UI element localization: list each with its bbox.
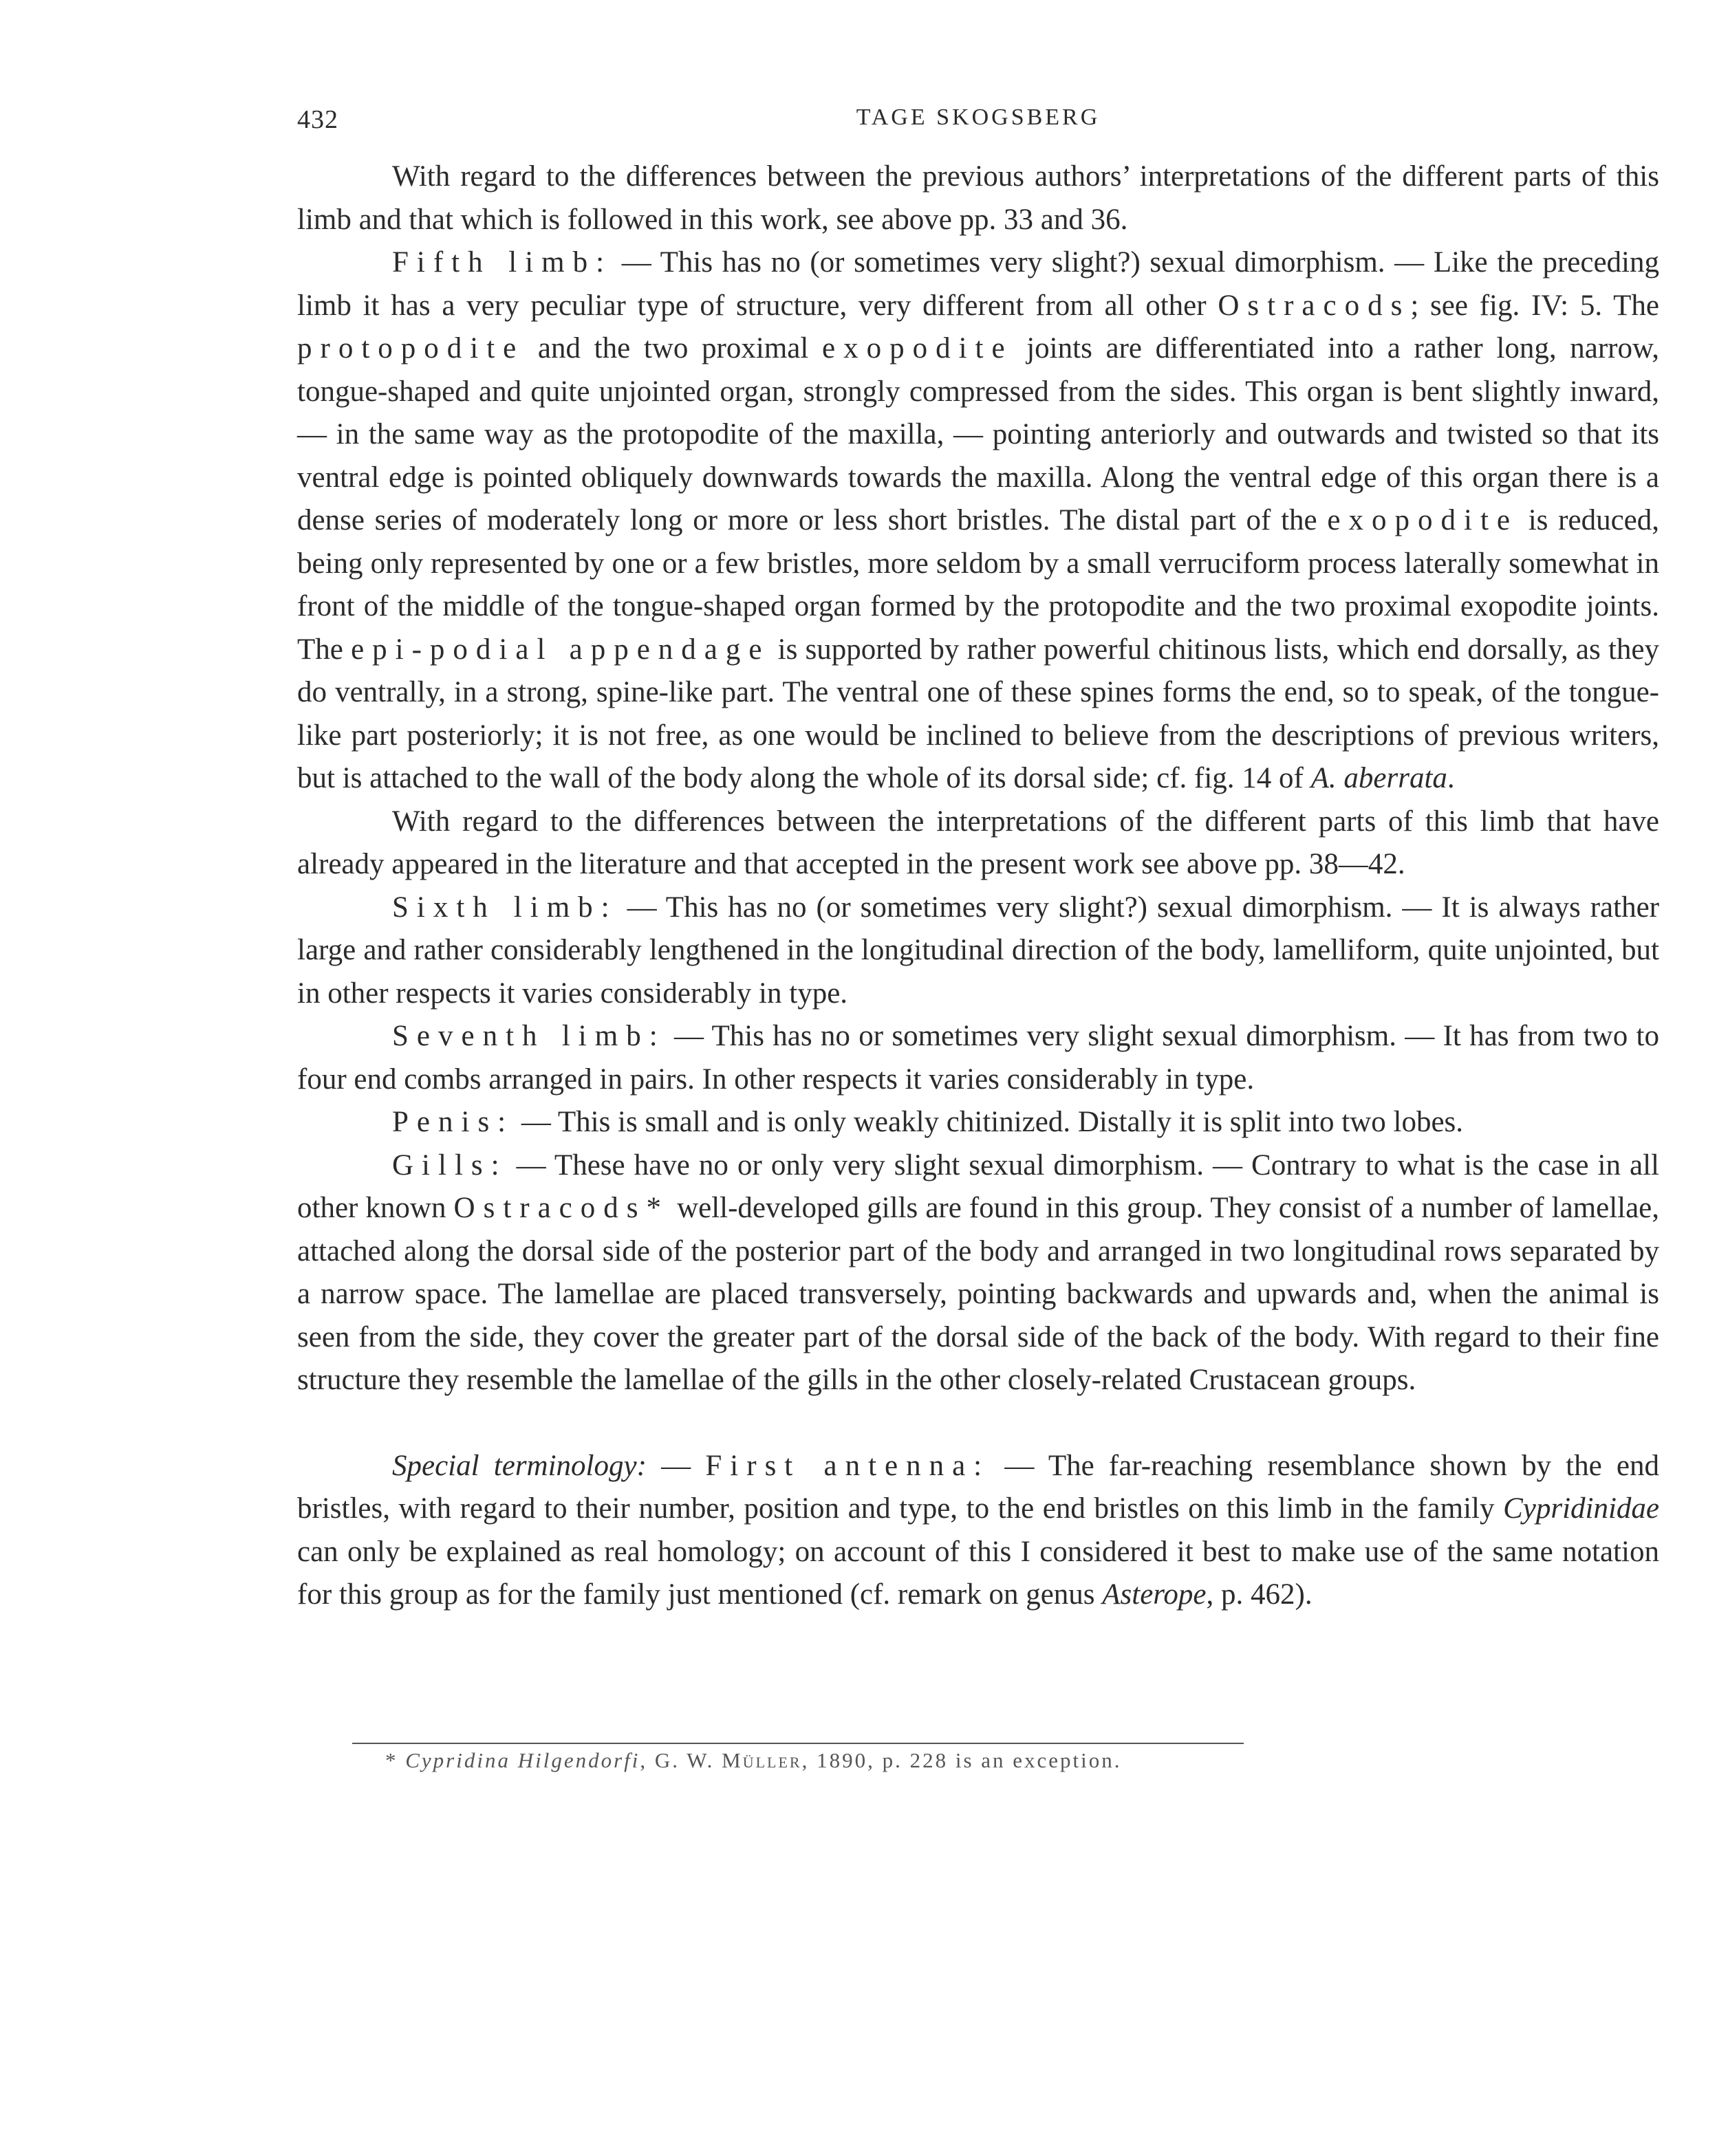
paragraph-special-terminology bbox=[297, 1445, 1659, 1617]
text: — This has no (or sometimes very slight?) sexual dimorphism. — Like the preceding limb it has a very peculiar type of structure, very different from all other bbox=[297, 246, 1659, 322]
term-exopodite: exopodite bbox=[1327, 504, 1518, 536]
page-number: 432 bbox=[297, 105, 338, 134]
family-name: Cypridinidae bbox=[1503, 1492, 1659, 1525]
heading-gills: Gills: bbox=[392, 1148, 508, 1182]
heading-seventh-limb: Seventh limb: bbox=[392, 1020, 666, 1052]
paragraph-fifth-limb bbox=[297, 241, 1659, 801]
text: , G. W. bbox=[640, 1748, 722, 1772]
text: well-developed gills are found in this group. They consist of a number of lamellae, attached along the dorsal side of the posterior part of the body and arranged in two longitudinal rows separated by a narrow space. The lamellae are placed transversely, pointing backwards and upwards and, when the animal is seen from the side, they cover the greater part of the dorsal side of the back of the body. With regard to their fine structure they resemble the lamellae of the gills in the other closely-related Crustacean groups. bbox=[297, 1192, 1660, 1396]
term-ostracods: Ostracods* bbox=[453, 1192, 670, 1224]
body-text bbox=[297, 155, 1659, 1617]
text: is supported by rather powerful chitinous lists, which end dorsally, as they do ventrally, in a strong, spine-like part. The ventral one of these spines forms the end, so to speak, of the tongue-like part posteriorly; it is not free, as one would be inclined to believe from the descriptions of previous writers, but is attached to the wall of the body along the whole of its dorsal side; cf. fig. 14 of bbox=[297, 633, 1659, 794]
text: — This has no (or sometimes very slight?) sexual dimorphism. — It is always rather large and rather considerably lengthened in the longitudinal direction of the body, lamelliform, quite unjointed, but in other respects it varies considerably in type. bbox=[297, 891, 1659, 1010]
heading-fifth-limb: Fifth limb: bbox=[392, 246, 613, 279]
text: can only be explained as real homology; on account of this I considered it best to make use of the same notation for this group as for the family just mentioned (cf. remark on genus bbox=[297, 1535, 1659, 1611]
text: — This is small and is only weakly chitinized. Distally it is split into two lobes. bbox=[514, 1106, 1464, 1138]
page-header bbox=[297, 105, 1659, 146]
text: and the two proximal bbox=[524, 332, 822, 364]
text: — bbox=[646, 1449, 706, 1482]
paragraph-interpretations: With regard to the differences between the previous authors’ interpretations of the different parts of this limb and that which is followed in this work, see above pp. 33 and 36. bbox=[297, 160, 1659, 236]
footnote-author: Müller bbox=[722, 1748, 802, 1772]
text: is reduced, being only represented by one or a few bristles, more seldom by a small verruciform process laterally somewhat in front of the middle of the tongue-shaped organ formed by the protopodite and the two proximal exopodite joints. The bbox=[297, 504, 1659, 666]
footnote-species: Cypridina Hilgendorfi bbox=[405, 1748, 640, 1772]
footnote-rule bbox=[352, 1743, 1244, 1744]
heading-special-terminology: Special terminology: bbox=[392, 1449, 647, 1482]
text: . bbox=[1447, 762, 1455, 794]
section-gap bbox=[297, 1402, 1659, 1445]
heading-first-antenna: First antenna: bbox=[705, 1449, 991, 1482]
text: ; see fig. IV: 5. The bbox=[1410, 289, 1659, 322]
heading-penis: Penis: bbox=[392, 1106, 515, 1138]
species-name: A. aberrata bbox=[1310, 762, 1447, 794]
term-protopodite: protopodite bbox=[297, 332, 525, 364]
heading-sixth-limb: Sixth limb: bbox=[392, 891, 618, 924]
paragraph-sixth-limb bbox=[297, 886, 1659, 1016]
term-exopodite: exopodite bbox=[821, 332, 1013, 364]
running-head: TAGE SKOGSBERG bbox=[856, 105, 1101, 130]
paragraph-seventh-limb bbox=[297, 1015, 1659, 1101]
genus-name: Asterope bbox=[1102, 1578, 1207, 1611]
term-epipodial-appendage: epi-podial appendage bbox=[351, 633, 770, 666]
text: — This has no or sometimes very slight sexual dimorphism. — It has from two to four end combs arranged in pairs. In other respects it varies considerably in type. bbox=[297, 1020, 1659, 1096]
text: — These have no or only very slight sexual dimorphism. — Contrary to what is the case in all other known bbox=[297, 1148, 1659, 1224]
paragraph-penis bbox=[297, 1101, 1659, 1144]
text: , 1890, p. 228 is an exception. bbox=[801, 1748, 1122, 1772]
paragraph-interpretations-2: With regard to the differences between the interpretations of the different parts of this limb that have already appeared in the literature and that accepted in the present work see above pp. 38—42. bbox=[297, 805, 1659, 880]
text: , p. 462). bbox=[1206, 1578, 1313, 1611]
paragraph-gills bbox=[297, 1144, 1659, 1402]
footnote-mark: * bbox=[385, 1748, 406, 1772]
term-ostracods: Ostracods bbox=[1218, 289, 1411, 322]
text: joints are differentiated into a rather long, narrow, tongue-shaped and quite unjointed organ, strongly compressed from the sides. This organ is bent slightly inward, — in the same way as the protopodite of the maxilla, — pointing anteriorly and outwards and twisted so that its ventral edge is pointed obliquely downwards towards the maxilla. Along the ventral edge of this organ there is a dense series of moderately long or more or less short bristles. The distal part of the bbox=[297, 332, 1659, 536]
footnote bbox=[385, 1748, 1122, 1773]
text: — The far-reaching resemblance shown by the end bristles, with regard to their number, position and type, to the end bristles on this limb in the family bbox=[297, 1449, 1660, 1525]
